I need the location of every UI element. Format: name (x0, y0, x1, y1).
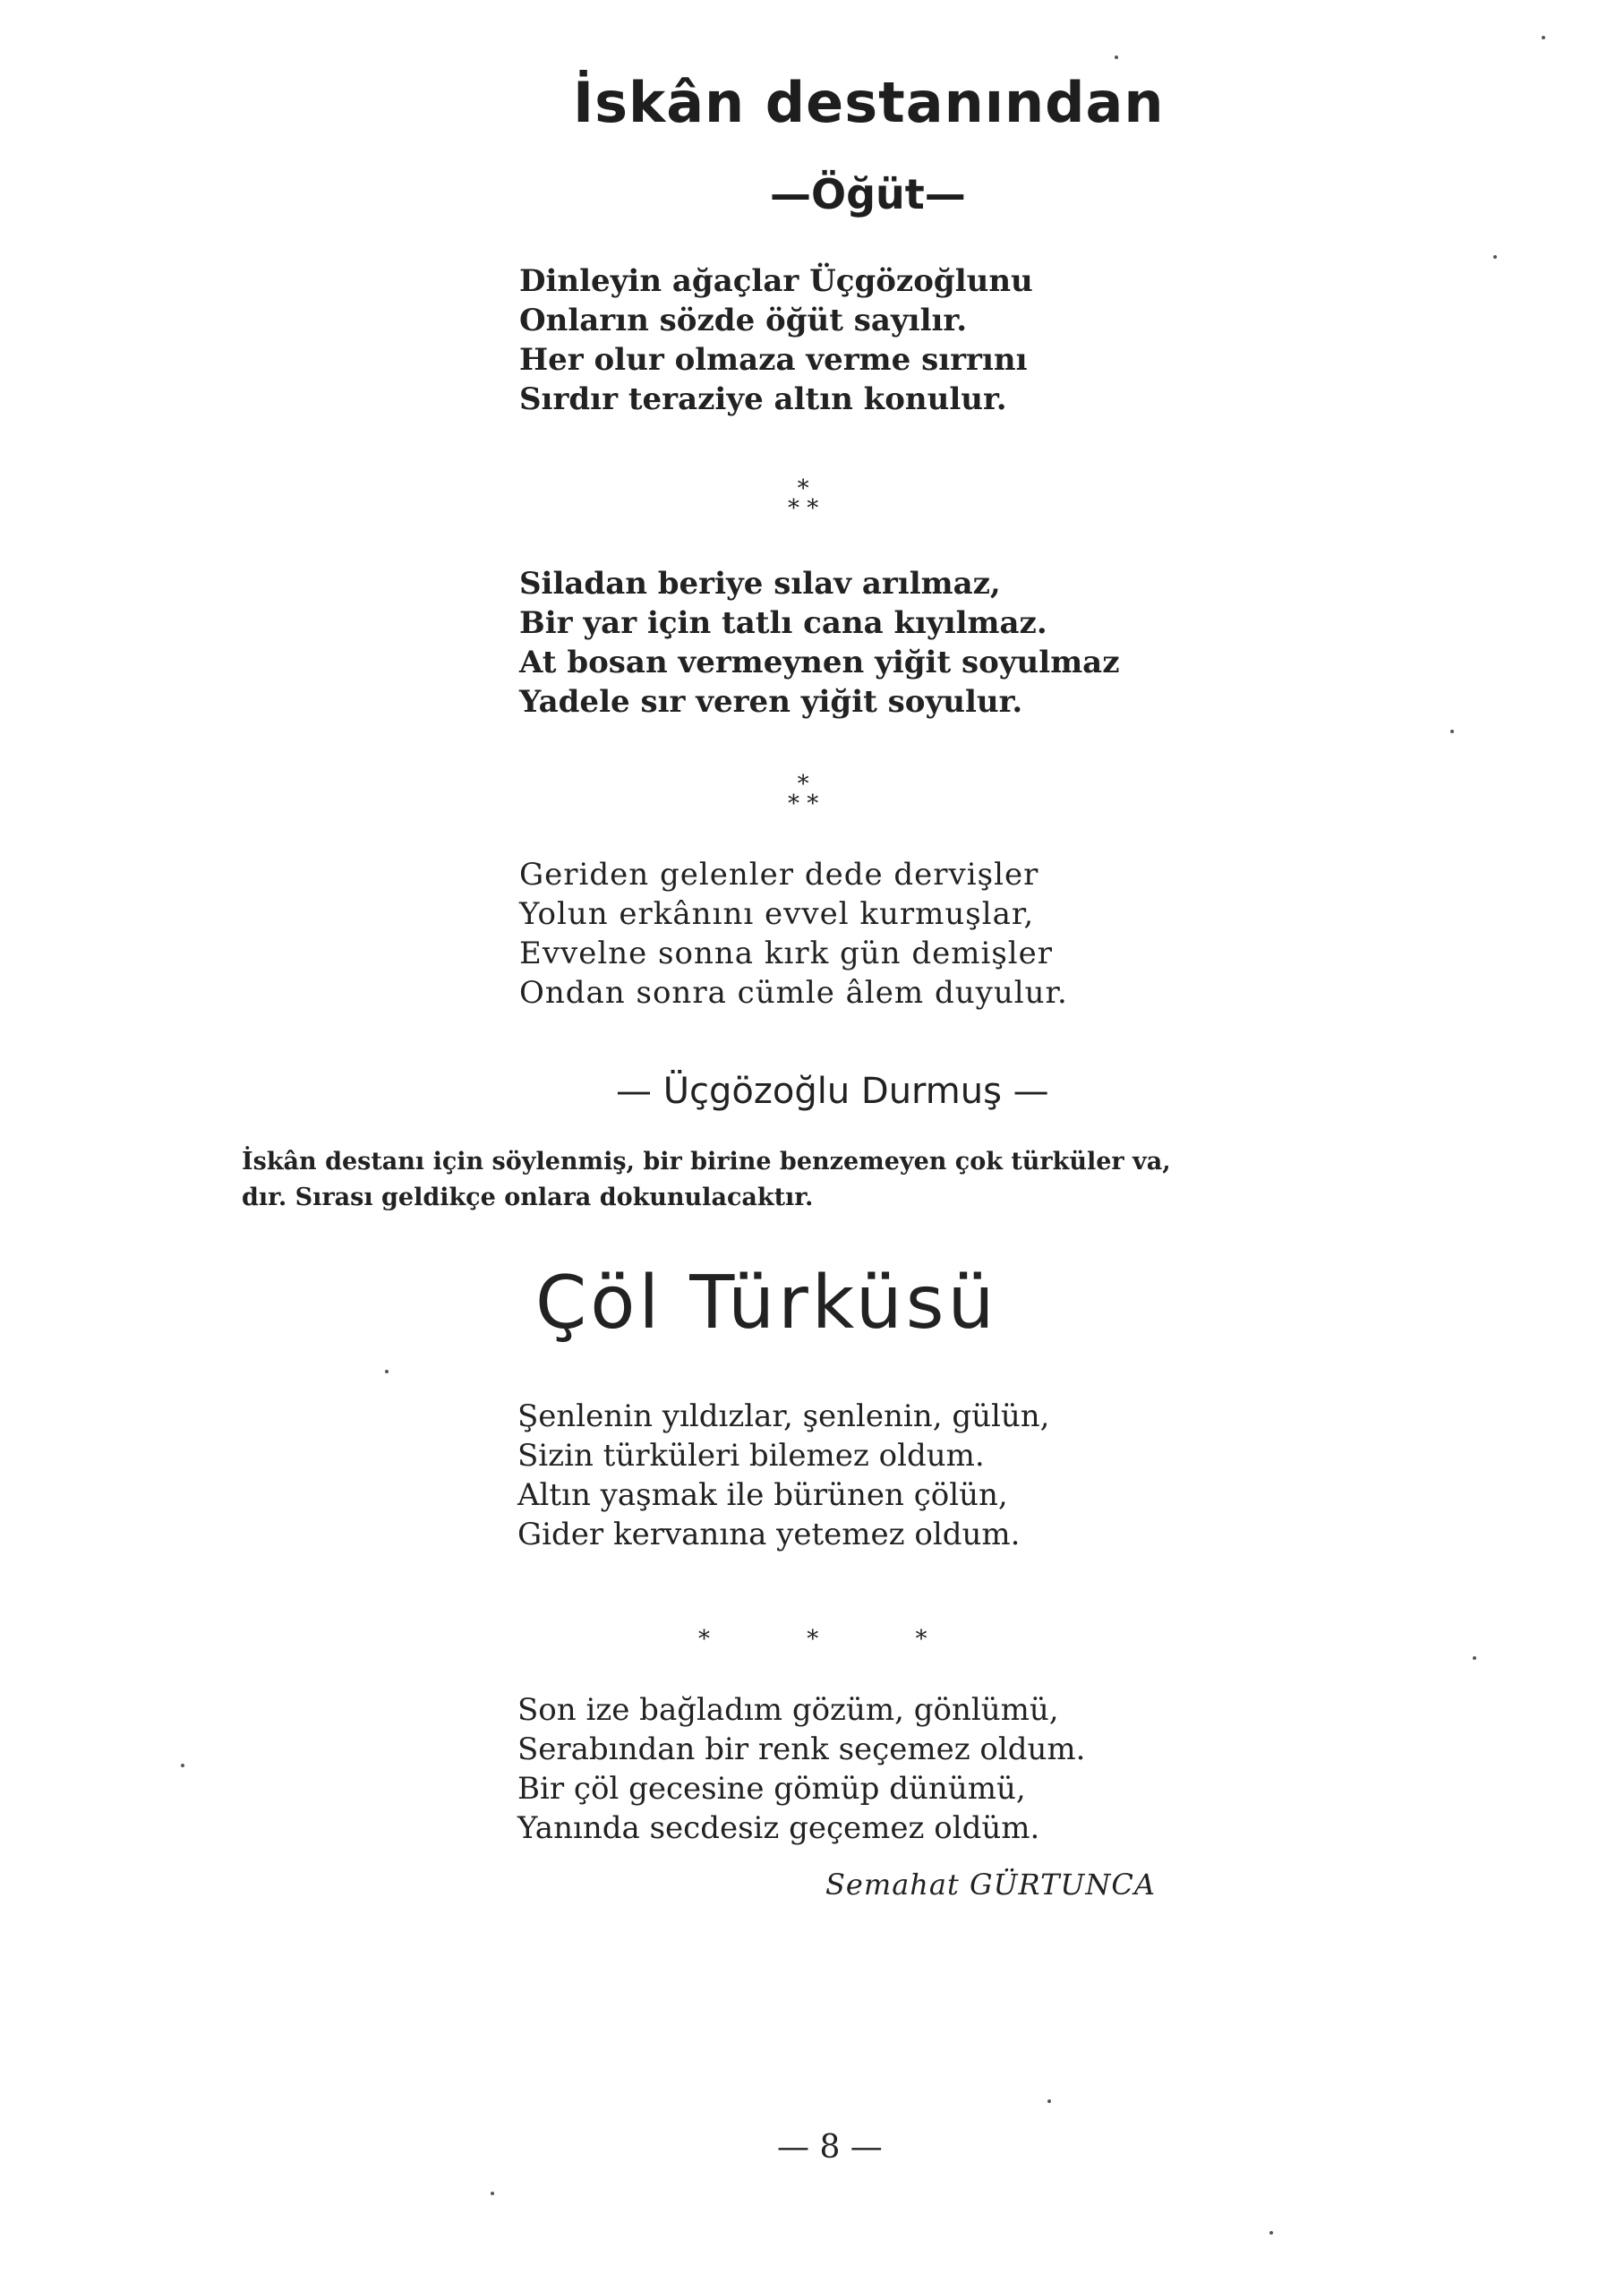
poem2-author: Semahat GÜRTUNCA (825, 1868, 1156, 1902)
poem1-stanza-3 (519, 855, 1068, 1013)
editorial-note (242, 1144, 1513, 1216)
scan-speck (385, 1370, 389, 1373)
scan-speck (1493, 255, 1497, 259)
poem-line: Sırdır teraziye altın konulur. (519, 381, 1007, 417)
poem-line: Son ize bağladım gözüm, gönlümü, (517, 1692, 1059, 1728)
scan-speck (1269, 2231, 1273, 2235)
poem-line: Geriden gelenler dede dervişler (519, 857, 1039, 893)
scan-speck (181, 1764, 184, 1767)
poem2-stanza-1 (517, 1397, 1049, 1554)
poem1-stanza-1 (519, 261, 1033, 419)
poem-line: Ondan sonra cümle âlem duyulur. (519, 975, 1068, 1011)
scan-speck (1450, 730, 1454, 733)
poem-line: Her olur olmaza verme sırrını (519, 342, 1028, 378)
poem2-stanza-2 (517, 1690, 1085, 1848)
poem-line: Bir çöl gecesine gömüp dünümü, (517, 1771, 1026, 1807)
poem2-title: Çöl Türküsü (535, 1261, 998, 1346)
poem-line: Yolun erkânını evvel kurmuşlar, (519, 896, 1035, 932)
page-title: İskân destanından (573, 70, 1165, 135)
poem-line: Şenlenin yıldızlar, şenlenin, gülün, (517, 1398, 1050, 1434)
stanza-separator: * * * (788, 771, 819, 817)
poem-line: Yanında secdesiz geçemez oldüm. (517, 1810, 1040, 1846)
scan-speck (1542, 36, 1545, 39)
scan-speck (1047, 2099, 1051, 2103)
poem-line: Sizin türküleri bilemez oldum. (517, 1438, 985, 1474)
poem-line: Bir yar için tatlı cana kıyılmaz. (519, 605, 1047, 641)
poem-line: Yadele sır veren yiğit soyulur. (519, 684, 1023, 720)
section-subtitle: —Öğüt— (770, 170, 966, 218)
scan-speck (1473, 1656, 1476, 1660)
poem1-author: — Üçgözoğlu Durmuş — (616, 1071, 1049, 1112)
poem-line: Dinleyin ağaçlar Üçgözoğlunu (519, 263, 1033, 299)
poem-line: Gider kervanına yetemez oldum. (517, 1517, 1021, 1552)
poem-line: Serabından bir renk seçemez oldum. (517, 1731, 1086, 1767)
note-line: dır. Sırası geldikçe onlara dokunulacaktır. (242, 1184, 814, 1211)
page-number: — 8 — (777, 2129, 883, 2166)
poem-line: Onların sözde öğüt sayılır. (519, 303, 968, 338)
stanza-separator: * * * (698, 1626, 972, 1653)
scan-speck (491, 2192, 494, 2195)
poem-line: Siladan beriye sılav arılmaz, (519, 566, 1001, 602)
poem-line: Altın yaşmak ile bürünen çölün, (517, 1477, 1008, 1513)
stanza-separator: * * * (788, 475, 819, 522)
scan-speck (1115, 56, 1118, 59)
note-line: İskân destanı için söylenmiş, bir birine benzemeyen çok türküler va, (242, 1148, 1171, 1175)
poem1-stanza-2 (519, 564, 1120, 722)
poem-line: At bosan vermeynen yiğit soyulmaz (519, 645, 1120, 680)
poem-line: Evvelne sonna kırk gün demişler (519, 936, 1054, 971)
